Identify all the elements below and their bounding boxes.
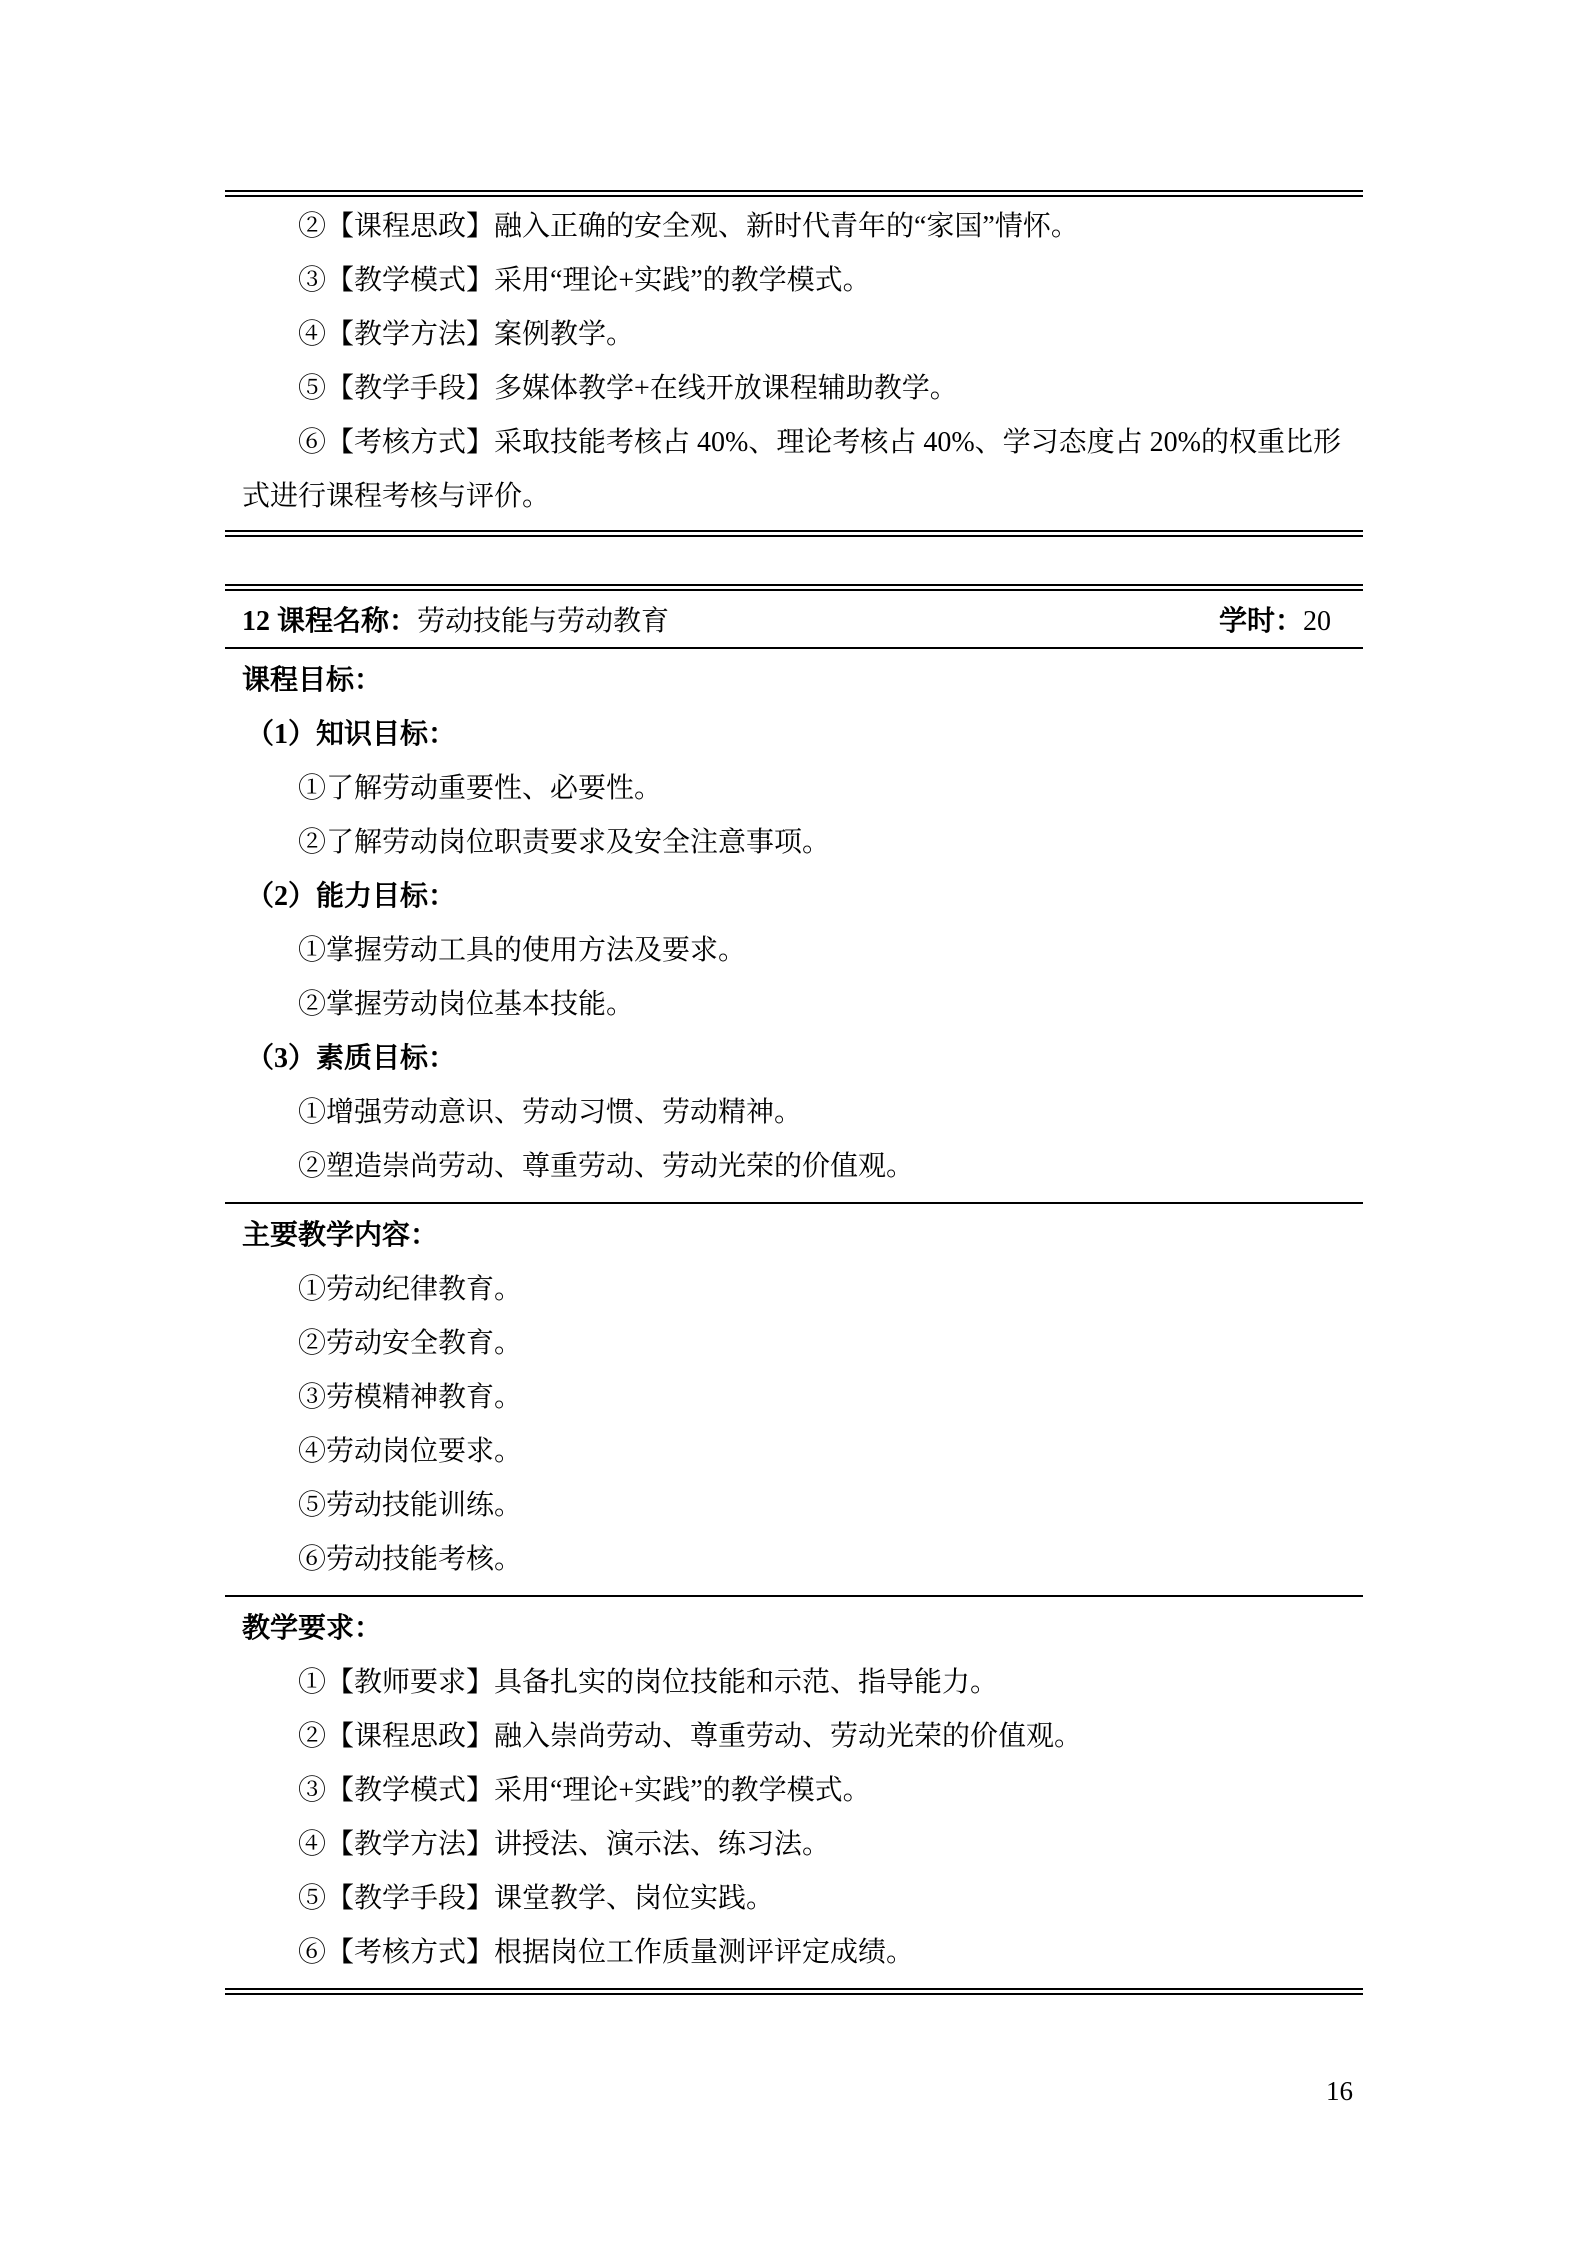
section-title: 课程目标： <box>242 665 383 696</box>
requirement-item: ④【教学方法】讲授法、演示法、练习法。 <box>298 1829 831 1860</box>
page-number: 16 <box>1326 2076 1353 2106</box>
document-body <box>225 190 1363 1995</box>
requirement-item: ②【课程思政】融入崇尚劳动、尊重劳动、劳动光荣的价值观。 <box>298 1721 1083 1752</box>
course-header-row <box>225 591 1363 649</box>
objective-item: ①掌握劳动工具的使用方法及要求。 <box>298 935 747 966</box>
requirement-item: ④【教学方法】案例教学。 <box>298 319 635 350</box>
table-continued-requirements <box>225 190 1363 537</box>
objective-group-heading: （2）能力目标： <box>246 881 457 912</box>
objective-item: ①了解劳动重要性、必要性。 <box>298 773 663 804</box>
section-title: 主要教学内容： <box>242 1220 439 1251</box>
course-objectives-cell <box>225 649 1363 1204</box>
section-title: 教学要求： <box>242 1613 383 1644</box>
course-hours-value: 20 <box>1303 606 1331 637</box>
content-item: ①劳动纪律教育。 <box>298 1274 523 1305</box>
requirement-item: ⑤【教学手段】多媒体教学+在线开放课程辅助教学。 <box>298 373 958 404</box>
course-hours <box>1219 599 1331 639</box>
teaching-requirements-cell <box>225 1597 1363 1988</box>
requirement-item: ③【教学模式】采用“理论+实践”的教学模式。 <box>298 1775 871 1806</box>
objective-group-heading: （3）素质目标： <box>246 1043 457 1074</box>
objective-group-heading: （1）知识目标： <box>246 719 457 750</box>
objective-item: ②了解劳动岗位职责要求及安全注意事项。 <box>298 827 831 858</box>
course-table <box>225 584 1363 1995</box>
requirement-item: ⑤【教学手段】课堂教学、岗位实践。 <box>298 1883 775 1914</box>
requirement-item: ②【课程思政】融入正确的安全观、新时代青年的“家国”情怀。 <box>298 211 1079 242</box>
objective-item: ①增强劳动意识、劳动习惯、劳动精神。 <box>298 1097 803 1128</box>
course-title <box>242 599 669 639</box>
requirement-item: ⑥【考核方式】根据岗位工作质量测评评定成绩。 <box>298 1937 915 1968</box>
course-number-label: 12 课程名称： <box>242 606 418 637</box>
content-item: ②劳动安全教育。 <box>298 1328 523 1359</box>
course-hours-label: 学时： <box>1218 606 1303 637</box>
content-item: ⑤劳动技能训练。 <box>298 1490 523 1521</box>
teaching-content-cell <box>225 1204 1363 1597</box>
objective-item: ②掌握劳动岗位基本技能。 <box>298 989 635 1020</box>
requirement-item: ③【教学模式】采用“理论+实践”的教学模式。 <box>298 265 871 296</box>
content-item: ③劳模精神教育。 <box>298 1382 523 1413</box>
content-item: ④劳动岗位要求。 <box>298 1436 523 1467</box>
requirement-item: ①【教师要求】具备扎实的岗位技能和示范、指导能力。 <box>298 1667 999 1698</box>
requirement-item: ⑥【考核方式】采取技能考核占 40%、理论考核占 40%、学习态度占 20%的权重比形式进行课程考核与评价。 <box>242 427 1341 512</box>
content-item: ⑥劳动技能考核。 <box>298 1544 523 1575</box>
course-name: 劳动技能与劳动教育 <box>417 606 670 637</box>
objective-item: ②塑造崇尚劳动、尊重劳动、劳动光荣的价值观。 <box>298 1151 915 1182</box>
